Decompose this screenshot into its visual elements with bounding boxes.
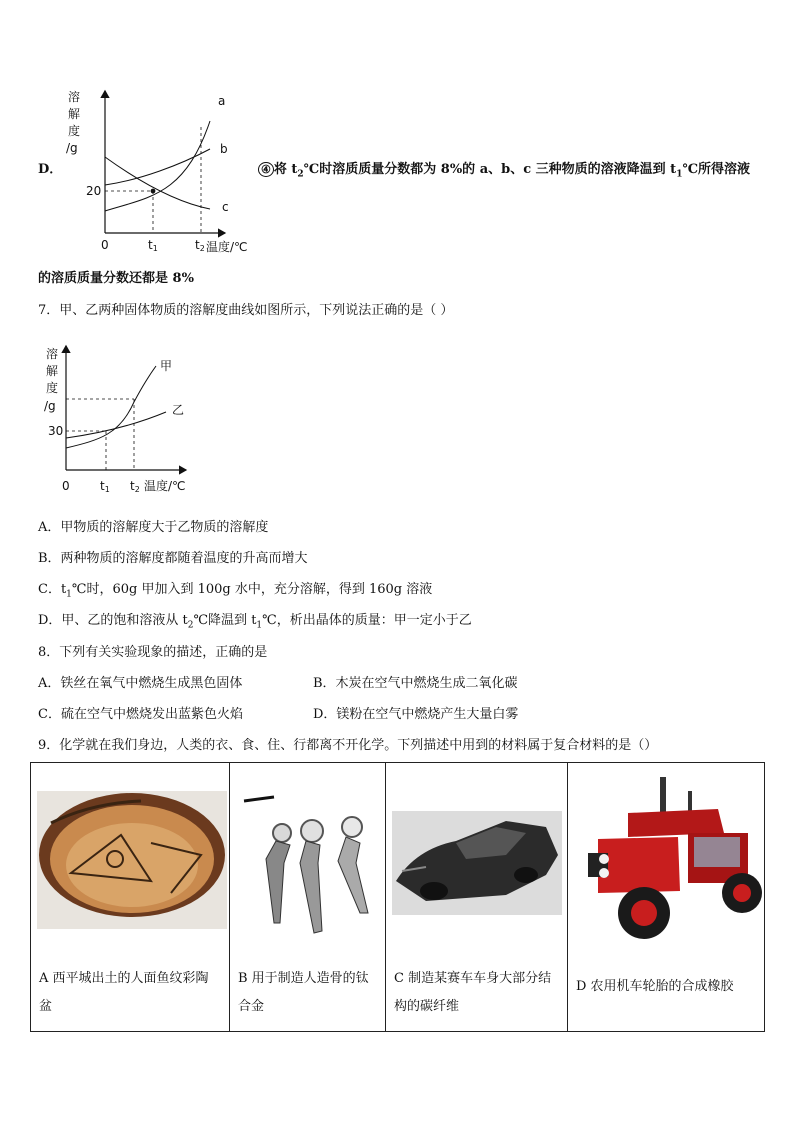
- painted-pottery-bowl-image: [31, 763, 229, 959]
- q7-y-label-2: 解: [46, 364, 59, 378]
- q7-stem: 7．甲、乙两种固体物质的溶解度曲线如图所示，下列说法正确的是（ ）: [38, 303, 454, 318]
- titanium-hip-implant-image: [230, 763, 385, 959]
- q6-y-label-4: /g: [66, 141, 78, 155]
- q6-y-tick: 20: [86, 184, 102, 198]
- q6-statement: ④ 将 $t_2℃$时溶质质量分数都为 8%的 a、b、c 三种物质的溶液降温到 $t_1℃$所得溶液: [258, 162, 750, 183]
- q7-x-tick-t2: t2: [130, 479, 140, 494]
- q9-image-cell-d: [568, 763, 764, 959]
- q7-solubility-graph: [40, 342, 200, 494]
- q6-x-tick-t2: t2: [195, 238, 205, 253]
- q6-x-label: 温度/℃: [206, 240, 248, 254]
- q7-option-b: B．两种物质的溶解度都随着温度的升高而增大: [38, 551, 308, 566]
- q8-stem: 8．下列有关实验现象的描述，正确的是: [38, 645, 268, 660]
- q6-curve-c: [105, 157, 210, 209]
- q9-caption-d: D 农用机车轮胎的合成橡胶: [576, 979, 734, 994]
- q8-option-c: C．硫在空气中燃烧发出蓝紫色火焰: [38, 707, 243, 722]
- q9-material-table: [30, 762, 765, 1032]
- q7-option-a: A．甲物质的溶解度大于乙物质的溶解度: [38, 520, 269, 535]
- q7-option-d: D．甲、乙的饱和溶液从 $t_2℃$降温到 $t_1℃$，析出晶体的质量：甲一定小于乙: [38, 613, 472, 631]
- q7-curve-yi: [66, 412, 166, 438]
- q7-option-c: C．$t_1℃$时，60g 甲加入到 100g 水中，充分溶解，得到 160g 溶液: [38, 582, 433, 600]
- q6-y-label-1: 溶: [68, 90, 81, 104]
- q6-x-tick-t1: t1: [148, 238, 158, 253]
- q7-x-tick-t1: t1: [100, 479, 110, 494]
- q9-caption-a: A 西平城出土的人面鱼纹彩陶盆: [39, 971, 209, 1014]
- q6-y-label-3: 度: [68, 124, 81, 138]
- q6-option-label: D．: [38, 162, 63, 177]
- q7-y-tick: 30: [48, 424, 64, 438]
- carbon-fiber-car-body-image: [386, 763, 567, 959]
- q9-caption-b: B 用于制造人造骨的钛合金: [238, 971, 369, 1014]
- q6-curve-label-a: a: [218, 94, 226, 108]
- q9-image-cell-a: [31, 763, 229, 959]
- q6-curve-label-c: c: [222, 200, 229, 214]
- q6-solubility-graph: [60, 85, 260, 257]
- q9-stem: 9．化学就在我们身边，人类的衣、食、住、行都离不开化学。下列描述中用到的材料属于复合材料的是（）: [38, 738, 658, 753]
- q8-option-a: A．铁丝在氧气中燃烧生成黑色固体: [38, 676, 243, 691]
- q9-image-cell-c: [386, 763, 567, 959]
- q6-y-label-2: 解: [68, 107, 81, 121]
- q7-y-label-1: 溶: [46, 347, 59, 361]
- q7-y-label-4: /g: [44, 399, 56, 413]
- q7-curve-label-jia: 甲: [160, 359, 173, 373]
- q9-image-cell-b: [230, 763, 385, 959]
- q6-curve-label-b: b: [220, 142, 228, 156]
- q7-y-label-3: 度: [46, 381, 59, 395]
- red-tractor-image: [568, 763, 764, 959]
- q7-x-label: 温度/℃: [144, 479, 186, 493]
- q6-statement-cont: 的溶质质量分数还都是 8%: [38, 271, 194, 286]
- q6-intersection-point: [151, 189, 156, 194]
- q6-curve-b: [105, 149, 210, 185]
- q7-curve-label-yi: 乙: [172, 403, 185, 417]
- q7-origin: 0: [62, 479, 70, 493]
- q8-option-b: B．木炭在空气中燃烧生成二氧化碳: [313, 676, 518, 691]
- q9-caption-c: C 制造某赛车车身大部分结构的碳纤维: [394, 971, 552, 1014]
- q8-option-d: D．镁粉在空气中燃烧产生大量白雾: [313, 707, 519, 722]
- q6-origin: 0: [101, 238, 109, 252]
- q6-curve-a: [105, 121, 210, 211]
